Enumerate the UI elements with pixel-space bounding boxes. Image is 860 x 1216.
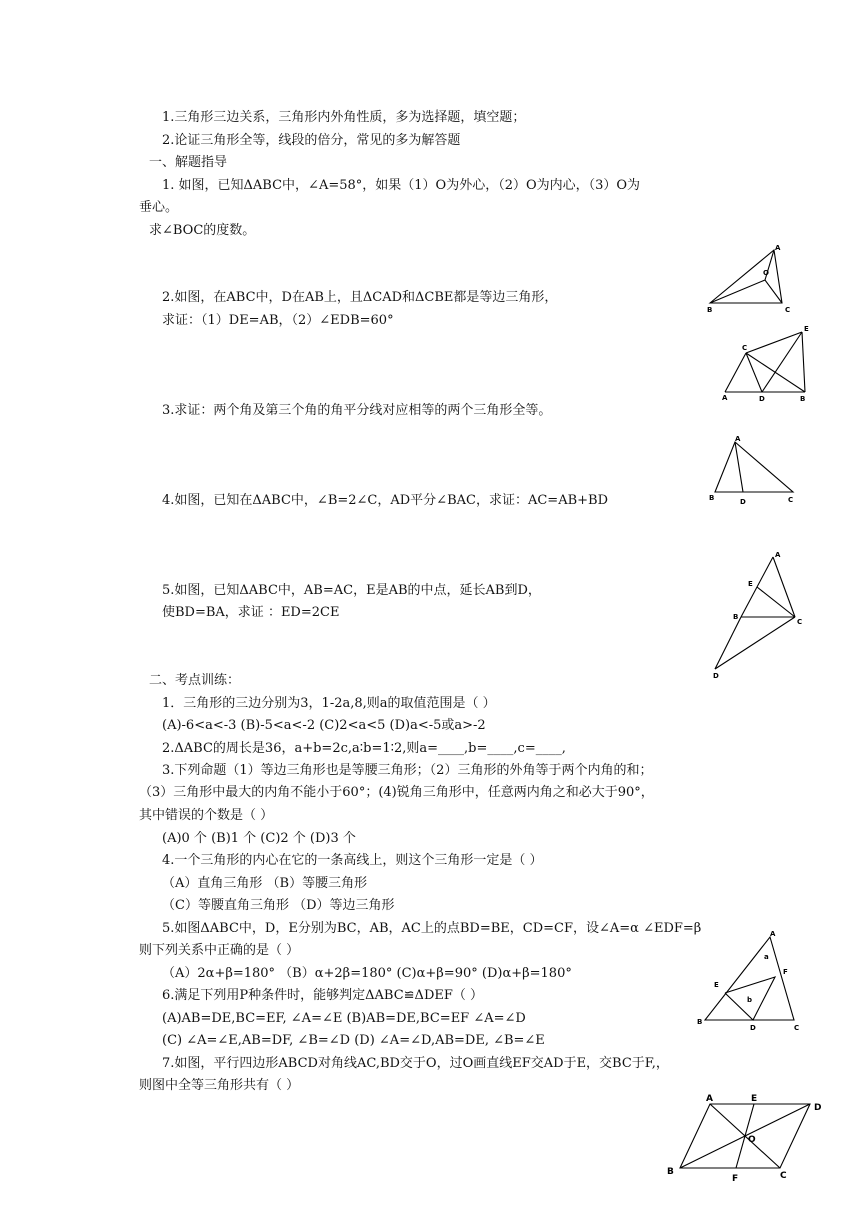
figure-inner-triangle: [690, 925, 810, 1035]
summary-line-1: 1.三角形三边关系，三角形内外角性质，多为选择题，填空题；: [162, 110, 526, 125]
figure-parallelogram: [662, 1090, 832, 1185]
fig4-label-d: D: [713, 672, 719, 680]
question-4: 4.一个三角形的内心在它的一条高线上，则这个三角形一定是（ ）: [162, 853, 543, 868]
question-3-options: (A)0 个 (B)1 个 (C)2 个 (D)3 个: [162, 831, 356, 846]
figure-triangle-o: [700, 240, 790, 320]
fig3-label-b: B: [709, 494, 715, 502]
fig2-label-b: B: [800, 395, 806, 403]
fig5-label-beta: b: [747, 996, 753, 1004]
fig1-label-a: A: [775, 244, 781, 252]
question-4-options-2: （C）等腰直角三角形 （D）等边三角形: [162, 898, 395, 913]
question-3-line-2: （3）三角形中最大的内角不能小于60°；(4)锐角三角形中，任意两内角之和必大于90°，: [139, 785, 654, 800]
fig1-label-c: C: [785, 306, 791, 314]
summary-line-2: 2.论证三角形全等，线段的倍分，常见的多为解答题: [162, 133, 461, 148]
fig2-label-a: A: [722, 394, 728, 402]
fig3-label-d: D: [740, 498, 746, 506]
problem-2-line-1: 2.如图，在ABC中，D在AB上，且ΔCAD和ΔCBE都是等边三角形，: [162, 290, 558, 305]
section-heading-2: 二、考点训练：: [149, 673, 241, 688]
question-7-line-1: 7.如图，平行四边形ABCD对角线AC,BD交于O，过O画直线EF交AD于E，交BC于F,，: [162, 1056, 669, 1071]
fig6-label-b: B: [667, 1167, 674, 1177]
fig2-label-e: E: [804, 325, 809, 333]
question-5-line-1: 5.如图ΔABC中，D，E分别为BC，AB，AC上的点BD=BE，CD=CF，设∠A=α ∠EDF=β: [162, 921, 702, 936]
fig5-label-a: A: [770, 930, 776, 938]
question-5-line-2: 则下列关系中正确的是（ ）: [139, 943, 300, 958]
fig4-label-c: C: [797, 618, 803, 626]
figure-equilateral-triangles: [715, 322, 815, 407]
fig1-label-b: B: [707, 306, 713, 314]
fig6-label-a: A: [706, 1094, 713, 1104]
question-1: 1．三角形的三边分别为3，1-2a,8,则a的取值范围是（ ）: [162, 696, 496, 711]
figure-isosceles-extension: [705, 547, 815, 682]
question-1-options: (A)-6<a<-3 (B)-5<a<-2 (C)2<a<5 (D)a<-5或a>-2: [162, 718, 486, 733]
figure-angle-bisector: [705, 432, 805, 512]
problem-5-line-2: 使BD=BA，求证 ：ED=2CE: [162, 605, 340, 620]
fig5-label-d: D: [750, 1024, 756, 1032]
fig2-label-c: C: [742, 344, 748, 352]
question-6: 6.满足下列用P种条件时，能够判定ΔABC≌ΔDEF（ ）: [162, 988, 484, 1003]
fig3-label-c: C: [788, 496, 794, 504]
fig5-label-e: E: [714, 981, 719, 989]
question-7-line-2: 则图中全等三角形共有（ ）: [139, 1078, 300, 1093]
fig6-label-e: E: [751, 1094, 758, 1104]
question-3-line-1: 3.下列命题（1）等边三角形也是等腰三角形；（2）三角形的外角等于两个内角的和；: [162, 763, 653, 778]
fig4-label-e: E: [748, 580, 753, 588]
question-5-options: （A）2α+β=180° （B）α+2β=180° (C)α+β=90° (D)α+β=180°: [162, 966, 572, 981]
section-heading-1: 一、解题指导: [149, 155, 228, 170]
problem-3: 3.求证：两个角及第三个角的角平分线对应相等的两个三角形全等。: [162, 403, 552, 418]
fig4-label-a: A: [775, 551, 781, 559]
fig4-label-b: B: [733, 613, 739, 621]
problem-2-line-2: 求证：（1）DE=AB，（2）∠EDB=60°: [162, 313, 394, 328]
fig5-label-b: B: [697, 1018, 703, 1026]
question-6-options-2: (C) ∠A=∠E,AB=DF, ∠B=∠D (D) ∠A=∠D,AB=DE, ∠B=∠E: [162, 1033, 545, 1048]
problem-1-line-2: 垂心。: [139, 200, 179, 215]
fig3-label-a: A: [735, 435, 741, 443]
question-2: 2.ΔABC的周长是36，a+b=2c,a∶b=1∶2,则a=____,b=____,c=____,: [162, 741, 566, 756]
question-6-options-1: (A)AB=DE,BC=EF, ∠A=∠E (B)AB=DE,BC=EF ∠A=∠D: [162, 1011, 526, 1026]
fig5-label-f: F: [783, 968, 788, 976]
fig6-label-f: F: [732, 1174, 739, 1184]
fig6-label-o: O: [748, 1135, 756, 1145]
fig5-label-c: C: [794, 1024, 800, 1032]
fig1-label-o: O: [763, 269, 769, 277]
fig2-label-d: D: [759, 395, 765, 403]
question-3-line-3: 其中错误的个数是（ ）: [139, 808, 274, 823]
fig6-label-d: D: [814, 1103, 822, 1113]
question-4-options-1: （A）直角三角形 （B）等腰三角形: [162, 876, 368, 891]
problem-5-line-1: 5.如图，已知ΔABC中，AB=AC，E是AB的中点，延长AB到D，: [162, 583, 541, 598]
problem-1-line-1: 1. 如图，已知ΔABC中，∠A=58°，如果（1）O为外心，（2）O为内心，（3）O为: [162, 178, 641, 193]
fig5-label-alpha: a: [764, 953, 769, 961]
fig6-label-c: C: [780, 1171, 787, 1181]
problem-4: 4.如图，已知在ΔABC中，∠B=2∠C，AD平分∠BAC，求证：AC=AB+BD: [162, 493, 608, 508]
problem-1-line-3: 求∠BOC的度数。: [149, 223, 256, 238]
